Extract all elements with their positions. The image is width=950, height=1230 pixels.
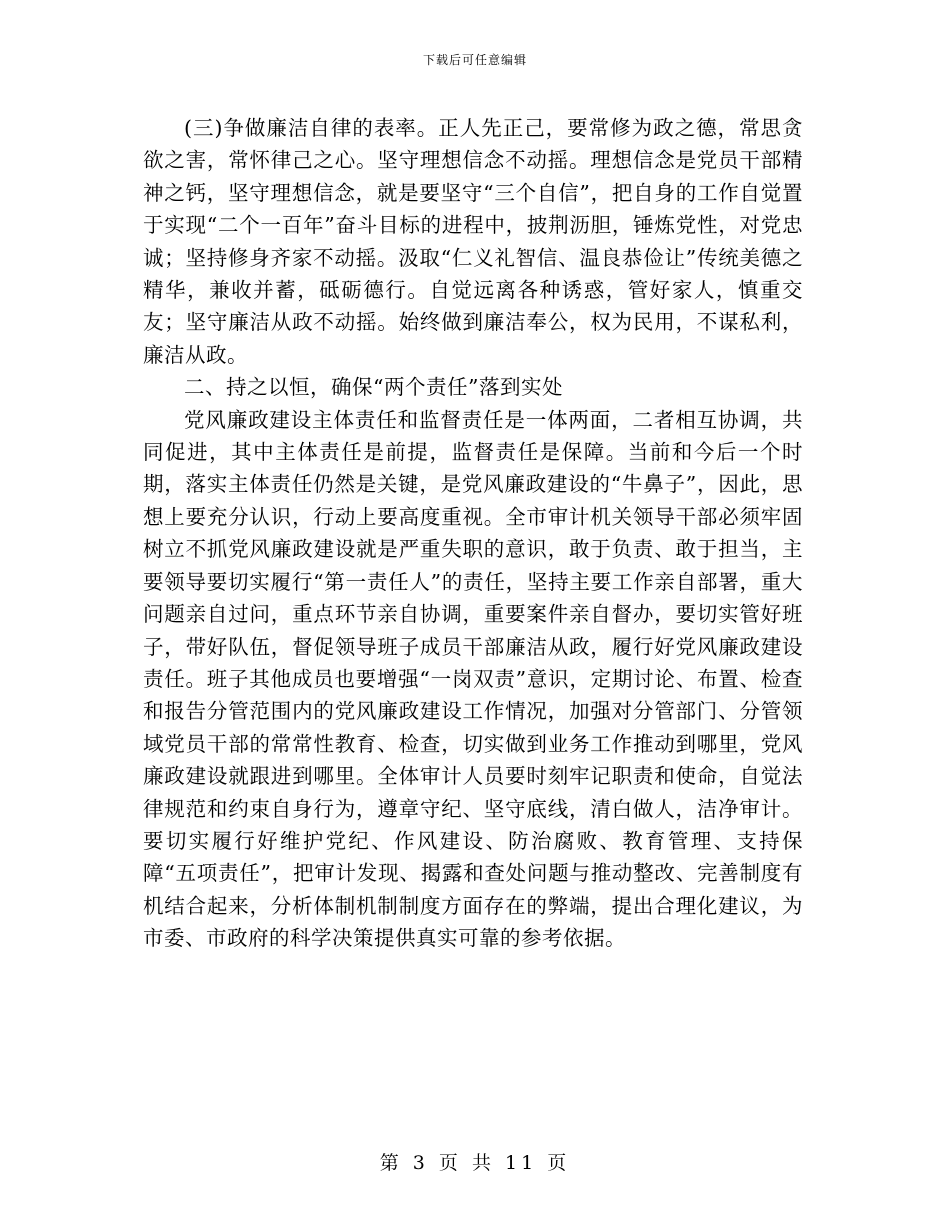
paragraph-responsibilities: 党风廉政建设主体责任和监督责任是一体两面，二者相互协调，共同促进，其中主体责任是前提，监督责任是保障。当前和今后一个时期，落实主体责任仍然是关键，是党风廉政建设的“牛鼻子”，因此，思想上要充分认识，行动上要高度重视。全市审计机关领导干部必须牢固树立不抓党风廉政建设就是严重失职的意识，敢于负责、敢于担当，主要领导要切实履行“第一责任人”的责任，坚持主要工作亲自部署，重大问题亲自过问，重点环节亲自协调，重要案件亲自督办，要切实管好班子，带好队伍，督促领导班子成员干部廉洁从政，履行好党风廉政建设责任。班子其他成员也要增强“一岗双责”意识，定期讨论、布置、检查和报告分管范围内的党风廉政建设工作情况，加强对分管部门、分管领域党员干部的常常性教育、检查，切实做到业务工作推动到哪里，党风廉政建设就跟进到哪里。全体审计人员要时刻牢记职责和使命，自觉法律规范和约束自身行为，遵章守纪、坚守底线，清白做人，洁净审计。要切实履行好维护党纪、作风建设、防治腐败、教育管理、支持保障“五项责任”，把审计发现、揭露和查处问题与推动整改、完善制度有机结合起来，分析体制机制制度方面存在的弊端，提出合理化建议，为市委、市政府的科学决策提供真实可靠的参考依据。 bbox=[143, 407, 803, 951]
paragraph-integrity-self-discipline: (三)争做廉洁自律的表率。正人先正己，要常修为政之德，常思贪欲之害，常怀律己之心。坚守理想信念不动摇。理想信念是党员干部精神之钙，坚守理想信念，就是要坚守“三个自信”，把自身的工作自觉置于实现“二个一百年”奋斗目标的进程中，披荆沥胆，锤炼党性，对党忠诚；坚持修身齐家不动摇。汲取“仁义礼智信、温良恭俭让”传统美德之精华，兼收并蓄，砥砺德行。自觉远离各种诱惑，管好家人，慎重交友；坚守廉洁从政不动摇。始终做到廉洁奉公，权为民用，不谋私利，廉洁从政。 bbox=[143, 116, 803, 367]
section-heading-two-responsibilities: 二、持之以恒，确保“两个责任”落到实处 bbox=[184, 375, 563, 400]
document-body bbox=[143, 112, 803, 955]
page-header: 下载后可任意编辑 bbox=[422, 53, 527, 67]
page-number: 第 3 页 共 11 页 bbox=[379, 1152, 571, 1174]
